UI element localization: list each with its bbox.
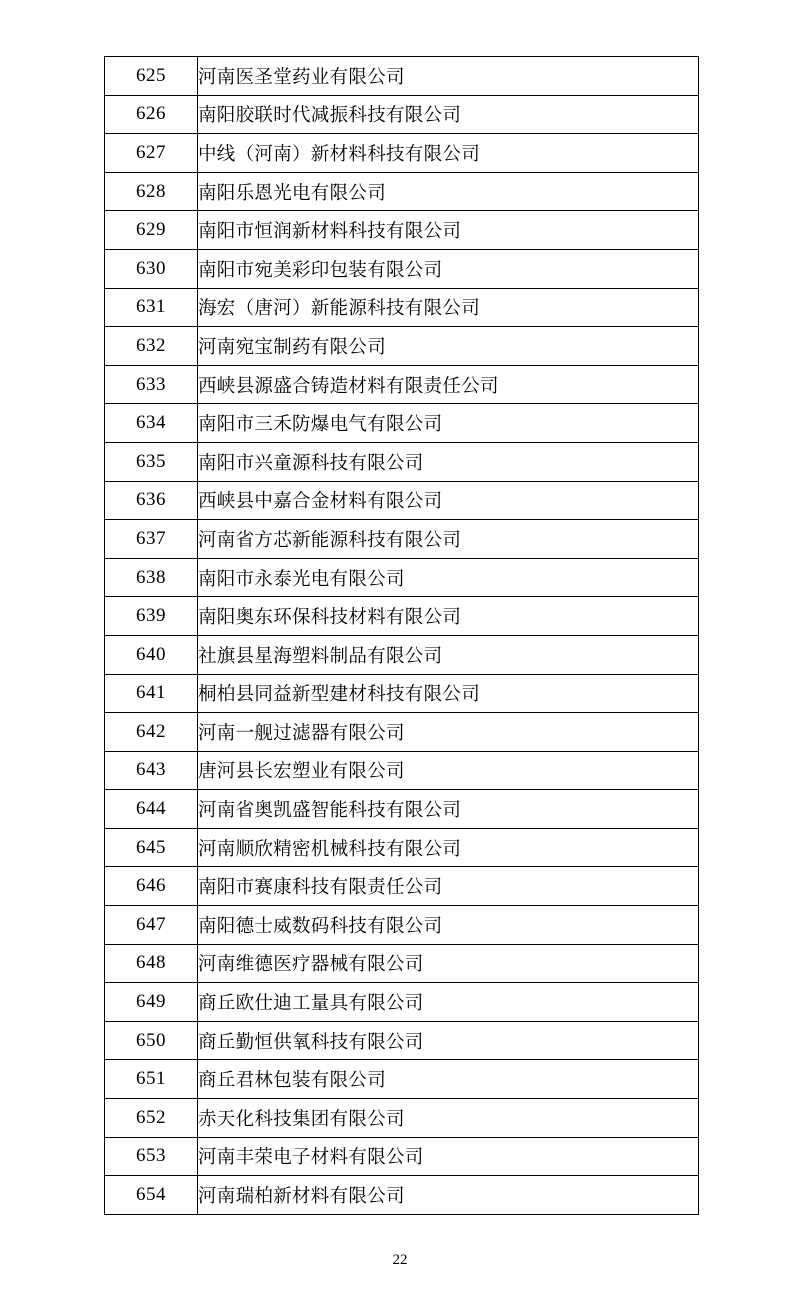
company-name: 河南省奥凯盛智能科技有限公司 — [198, 790, 699, 829]
table-row — [105, 635, 699, 674]
row-number: 626 — [105, 95, 198, 134]
company-list-table — [104, 56, 699, 1215]
row-number: 641 — [105, 674, 198, 713]
company-name: 河南宛宝制药有限公司 — [198, 327, 699, 366]
table-row — [105, 404, 699, 443]
company-name: 唐河县长宏塑业有限公司 — [198, 751, 699, 790]
row-number: 633 — [105, 365, 198, 404]
table-row — [105, 751, 699, 790]
row-number: 652 — [105, 1099, 198, 1138]
table-row — [105, 713, 699, 752]
company-name: 南阳市永泰光电有限公司 — [198, 558, 699, 597]
table-row — [105, 1099, 699, 1138]
company-name: 南阳市三禾防爆电气有限公司 — [198, 404, 699, 443]
table-row — [105, 1176, 699, 1215]
row-number: 654 — [105, 1176, 198, 1215]
company-name: 河南瑞柏新材料有限公司 — [198, 1176, 699, 1215]
company-name: 商丘勤恒供氧科技有限公司 — [198, 1021, 699, 1060]
table-row — [105, 944, 699, 983]
company-name: 南阳奥东环保科技材料有限公司 — [198, 597, 699, 636]
company-name: 海宏（唐河）新能源科技有限公司 — [198, 288, 699, 327]
row-number: 642 — [105, 713, 198, 752]
row-number: 648 — [105, 944, 198, 983]
row-number: 627 — [105, 134, 198, 173]
table-row — [105, 906, 699, 945]
table-row — [105, 520, 699, 559]
company-name: 赤天化科技集团有限公司 — [198, 1099, 699, 1138]
table-row — [105, 134, 699, 173]
row-number: 640 — [105, 635, 198, 674]
company-name: 河南丰荣电子材料有限公司 — [198, 1137, 699, 1176]
table-row — [105, 95, 699, 134]
row-number: 650 — [105, 1021, 198, 1060]
row-number: 651 — [105, 1060, 198, 1099]
company-name: 南阳乐恩光电有限公司 — [198, 172, 699, 211]
table-row — [105, 1137, 699, 1176]
table-row — [105, 327, 699, 366]
row-number: 636 — [105, 481, 198, 520]
table-row — [105, 481, 699, 520]
company-name: 河南省方芯新能源科技有限公司 — [198, 520, 699, 559]
row-number: 639 — [105, 597, 198, 636]
row-number: 643 — [105, 751, 198, 790]
table-row — [105, 1060, 699, 1099]
table-row — [105, 249, 699, 288]
company-name: 河南医圣堂药业有限公司 — [198, 57, 699, 96]
company-name: 南阳市宛美彩印包装有限公司 — [198, 249, 699, 288]
row-number: 634 — [105, 404, 198, 443]
table-row — [105, 828, 699, 867]
company-name: 商丘君林包装有限公司 — [198, 1060, 699, 1099]
table-body — [105, 57, 699, 1215]
table-row — [105, 1021, 699, 1060]
company-name: 西峡县源盛合铸造材料有限责任公司 — [198, 365, 699, 404]
row-number: 625 — [105, 57, 198, 96]
company-name: 南阳市恒润新材料科技有限公司 — [198, 211, 699, 250]
company-name: 桐柏县同益新型建材科技有限公司 — [198, 674, 699, 713]
row-number: 645 — [105, 828, 198, 867]
table-row — [105, 365, 699, 404]
row-number: 632 — [105, 327, 198, 366]
company-name: 河南顺欣精密机械科技有限公司 — [198, 828, 699, 867]
company-name: 南阳德士威数码科技有限公司 — [198, 906, 699, 945]
table-row — [105, 172, 699, 211]
table-row — [105, 597, 699, 636]
company-name: 河南一舰过滤器有限公司 — [198, 713, 699, 752]
row-number: 649 — [105, 983, 198, 1022]
table-row — [105, 211, 699, 250]
row-number: 635 — [105, 442, 198, 481]
company-name: 中线（河南）新材料科技有限公司 — [198, 134, 699, 173]
table-row — [105, 790, 699, 829]
table-row — [105, 57, 699, 96]
table-row — [105, 867, 699, 906]
company-name: 南阳市兴童源科技有限公司 — [198, 442, 699, 481]
row-number: 647 — [105, 906, 198, 945]
company-name: 南阳胶联时代减振科技有限公司 — [198, 95, 699, 134]
row-number: 631 — [105, 288, 198, 327]
company-name: 西峡县中嘉合金材料有限公司 — [198, 481, 699, 520]
company-name: 河南维德医疗器械有限公司 — [198, 944, 699, 983]
page-number: 22 — [392, 1252, 408, 1268]
row-number: 628 — [105, 172, 198, 211]
row-number: 644 — [105, 790, 198, 829]
row-number: 629 — [105, 211, 198, 250]
table-row — [105, 558, 699, 597]
company-name: 南阳市赛康科技有限责任公司 — [198, 867, 699, 906]
row-number: 637 — [105, 520, 198, 559]
row-number: 653 — [105, 1137, 198, 1176]
company-name: 商丘欧仕迪工量具有限公司 — [198, 983, 699, 1022]
table-row — [105, 983, 699, 1022]
table-row — [105, 674, 699, 713]
table-row — [105, 288, 699, 327]
table-row — [105, 442, 699, 481]
row-number: 630 — [105, 249, 198, 288]
company-name: 社旗县星海塑料制品有限公司 — [198, 635, 699, 674]
row-number: 638 — [105, 558, 198, 597]
row-number: 646 — [105, 867, 198, 906]
